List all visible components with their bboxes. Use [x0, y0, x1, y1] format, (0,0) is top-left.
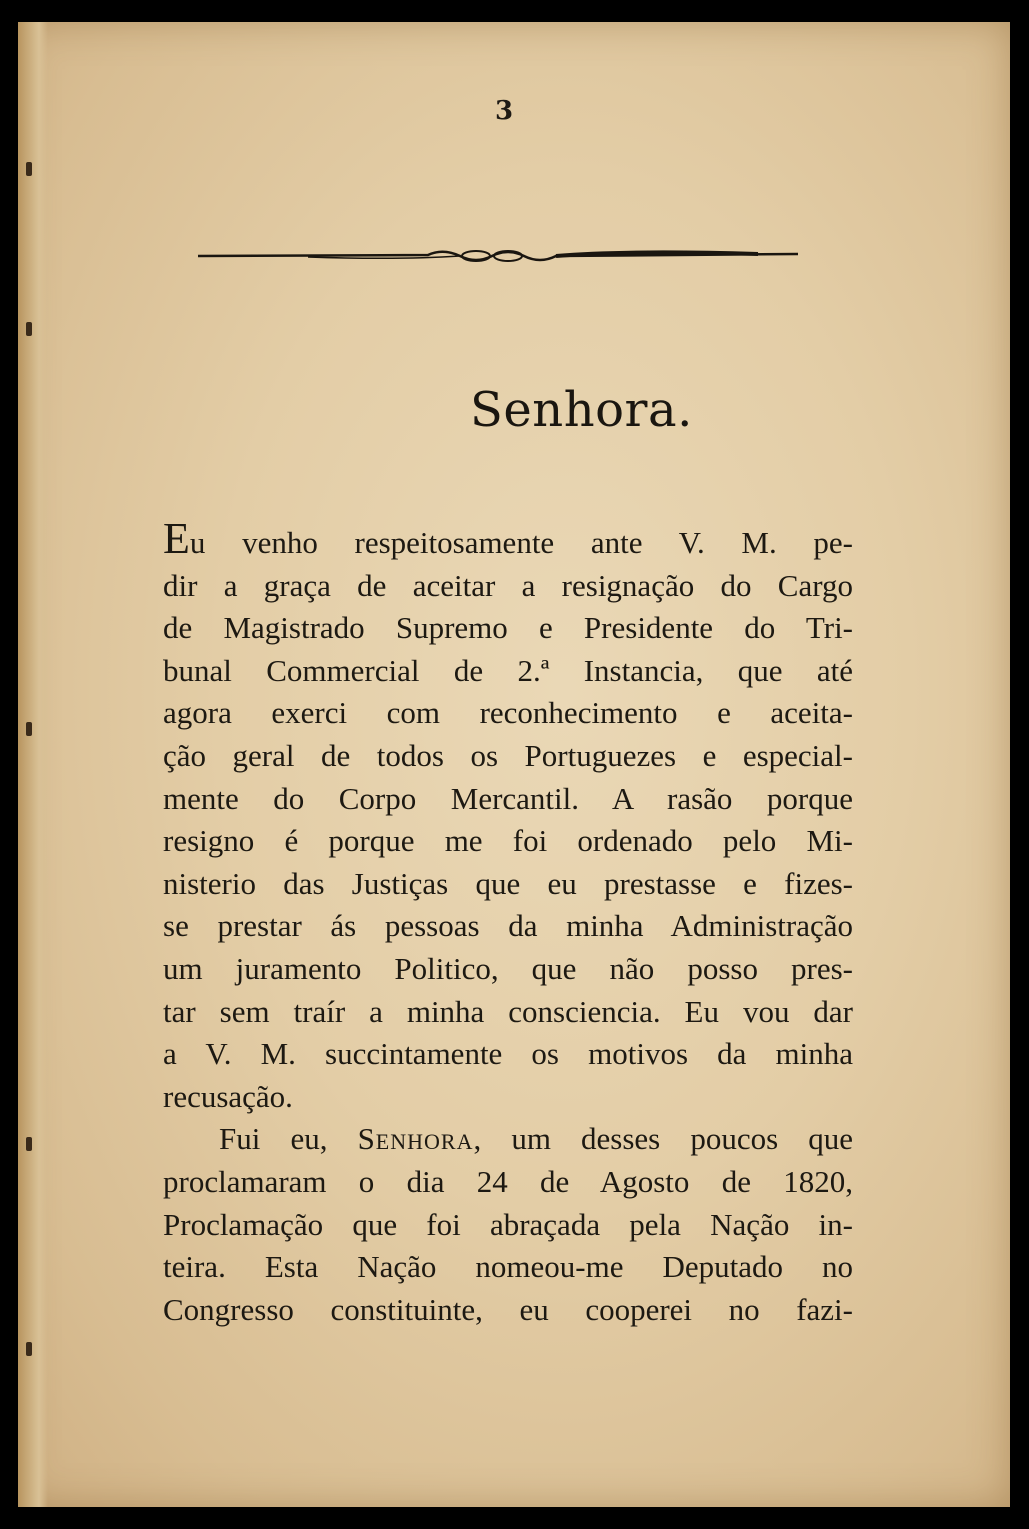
text-line: proclamaram o dia 24 de Agosto de 1820,	[163, 1163, 853, 1199]
text-line: agora exerci com reconhecimento e aceita-	[163, 695, 853, 731]
binding-stitch-mark	[26, 722, 32, 736]
text-line: teira. Esta Nação nomeou-me Deputado no	[163, 1249, 853, 1285]
text-line: se prestar ás pessoas da minha Administração	[163, 908, 853, 944]
text-line: tar sem traír a minha consciencia. Eu vou dar	[163, 993, 853, 1029]
decorative-rule-ornament	[198, 244, 798, 268]
text-line: Fui eu, Senhora, um desses poucos que	[219, 1121, 853, 1157]
drop-cap: E	[163, 514, 190, 563]
text-line: resigno é porque me foi ordenado pelo Mi-	[163, 823, 853, 859]
binding-stitch-mark	[26, 1342, 32, 1356]
text-line: a V. M. succintamente os motivos da minha	[163, 1036, 853, 1072]
salutation-heading: Senhora.	[470, 382, 693, 438]
text-line: mente do Corpo Mercantil. A rasão porque	[163, 780, 853, 816]
book-page	[18, 22, 1010, 1507]
binding-stitch-mark	[26, 322, 32, 336]
page-number: 3	[494, 96, 514, 126]
text-line: Congresso constituinte, eu cooperei no fazi-	[163, 1291, 853, 1327]
text-line: Proclamação que foi abraçada pela Nação in-	[163, 1206, 853, 1242]
text-line: Eu venho respeitosamente ante V. M. pe-	[163, 514, 853, 563]
binding-stitch-mark	[26, 1137, 32, 1151]
page-binding-edge	[18, 22, 48, 1507]
letter-body	[163, 514, 853, 1331]
text-line: bunal Commercial de 2.ª Instancia, que até	[163, 652, 853, 688]
text-line: nisterio das Justiças que eu prestasse e fizes-	[163, 865, 853, 901]
text-line: recusação.	[163, 1078, 293, 1114]
text-line: dir a graça de aceitar a resignação do Cargo	[163, 567, 853, 603]
binding-stitch-mark	[26, 162, 32, 176]
text-line: ção geral de todos os Portuguezes e especial-	[163, 737, 853, 773]
text-line: de Magistrado Supremo e Presidente do Tri-	[163, 610, 853, 646]
text-line: um juramento Politico, que não posso pres-	[163, 950, 853, 986]
